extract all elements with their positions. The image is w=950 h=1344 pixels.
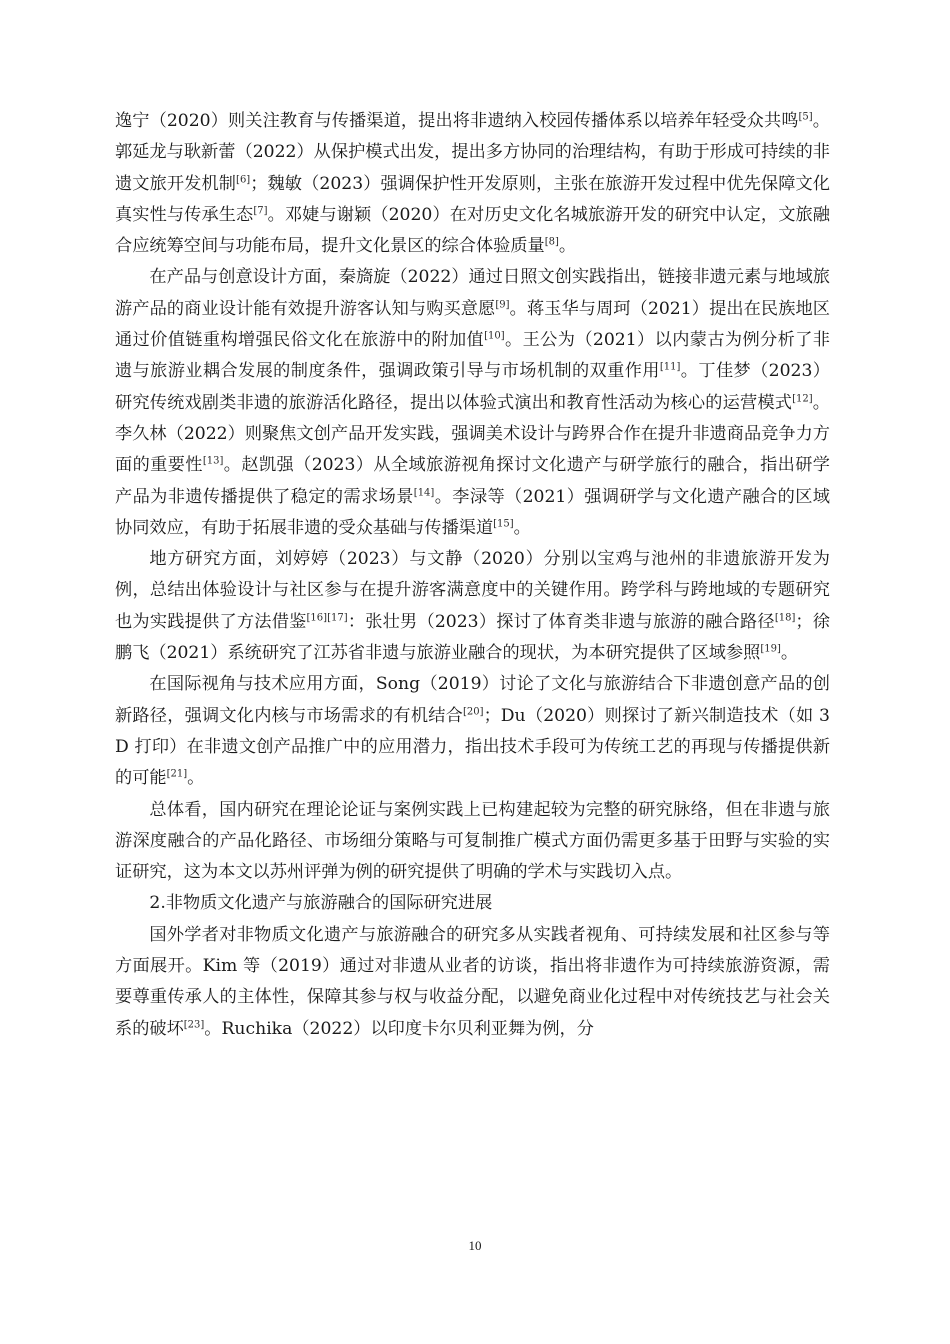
text-run: 。 bbox=[187, 768, 205, 789]
text-run: 。蒋玉华与周珂（2021）提出在民族地区通过价值链重构增强民俗文化在旅游中的附加值 bbox=[115, 298, 830, 351]
paragraph bbox=[115, 106, 830, 262]
paragraph bbox=[115, 669, 830, 794]
text-run: 地方研究方面，刘婷婷（2023）与文静（2020）分别以宝鸡与池州的非遗旅游开发为例，总结出体验设计与社区参与在提升游客满意度中的关键作用。跨学科与跨地域的专题研究也为实践提供了方法借鉴 bbox=[115, 549, 830, 632]
text-run: 总体看，国内研究在理论论证与案例实践上已构建起较为完整的研究脉络，但在非遗与旅游深度融合的产品化路径、市场细分策略与可复制推广模式方面仍需更多基于田野与实验的实证研究，这为本文以苏州评弹为例的研究提供了明确的学术与实践切入点。 bbox=[115, 799, 830, 883]
citation-ref: [23] bbox=[183, 1018, 205, 1030]
citation-ref: [11] bbox=[659, 361, 681, 373]
body-text bbox=[115, 106, 830, 1045]
text-run: 2.非物质文化遗产与旅游融合的国际研究进展 bbox=[149, 893, 493, 914]
citation-ref: [8] bbox=[544, 236, 559, 248]
text-run: 。 bbox=[513, 517, 531, 538]
text-run: 。赵凯强（2023）从全域旅游视角探讨文化遗产与研学旅行的融合，指出研学产品为非遗传播提供了稳定的需求场景 bbox=[115, 455, 830, 507]
text-run: 国外学者对非物质文化遗产与旅游融合的研究多从实践者视角、可持续发展和社区参与等方面展开。Kim 等（2019）通过对非遗从业者的访谈，指出将非遗作为可持续旅游资源，需要尊重传承人的主体性，保障其参与权与收益分配，以避免商业化过程中对传统技艺与社会关系的破坏 bbox=[115, 924, 830, 1039]
paragraph bbox=[115, 262, 830, 544]
citation-ref: [21] bbox=[166, 768, 188, 780]
citation-ref: [20] bbox=[463, 705, 484, 717]
citation-ref: [10] bbox=[484, 330, 505, 342]
text-run: 。 bbox=[780, 643, 799, 664]
citation-ref: [5] bbox=[798, 111, 813, 123]
section-heading bbox=[115, 888, 830, 919]
citation-ref: [9] bbox=[495, 299, 510, 311]
text-run: 。王公为（2021）以内蒙古为例分析了非遗与旅游业耦合发展的制度条件，强调政策引导与市场机制的双重作用 bbox=[115, 330, 830, 382]
text-run: ；徐鹏飞（2021）系统研究了江苏省非遗与旅游业融合的现状，为本研究提供了区域参照 bbox=[115, 611, 830, 664]
text-run: 。 bbox=[558, 236, 577, 257]
text-run: 。郭延龙与耿新蕾（2022）从保护模式出发，提出多方协同的治理结构，有助于形成可持续的非遗文旅开发机制 bbox=[115, 111, 830, 194]
paragraph bbox=[115, 544, 830, 669]
text-run: 在产品与创意设计方面，秦旖旋（2022）通过日照文创实践指出，链接非遗元素与地域旅游产品的商业设计能有效提升游客认知与购买意愿 bbox=[115, 267, 830, 319]
citation-ref: [6] bbox=[236, 173, 251, 185]
citation-ref: [7] bbox=[253, 205, 268, 217]
text-run: 。Ruchika（2022）以印度卡尔贝利亚舞为例，分 bbox=[204, 1018, 594, 1039]
text-run: ；Du（2020）则探讨了新兴制造技术（如 3D 打印）在非遗文创产品推广中的应用潜力，指出技术手段可为传统工艺的再现与传播提供新的可能 bbox=[115, 705, 830, 789]
citation-ref: [14] bbox=[413, 486, 435, 498]
text-run: 逸宁（2020）则关注教育与传播渠道，提出将非遗纳入校园传播体系以培养年轻受众共鸣 bbox=[115, 111, 799, 131]
paragraph bbox=[115, 920, 830, 1045]
paragraph bbox=[115, 795, 830, 889]
citation-ref: [17] bbox=[327, 612, 348, 624]
citation-ref: [15] bbox=[493, 518, 514, 530]
citation-ref: [12] bbox=[792, 392, 813, 404]
text-run: 。李久林（2022）则聚焦文创产品开发实践，强调美术设计与跨界合作在提升非遗商品竞争力方面的重要性 bbox=[115, 392, 830, 476]
text-run: 。丁佳梦（2023）研究传统戏剧类非遗的旅游活化路径，提出以体验式演出和教育性活动为核心的运营模式 bbox=[115, 361, 830, 413]
citation-ref: [13] bbox=[202, 455, 224, 467]
page-number: 10 bbox=[468, 1238, 482, 1253]
text-run: ；魏敏（2023）强调保护性开发原则，主张在旅游开发过程中优先保障文化真实性与传承生态 bbox=[115, 173, 830, 225]
text-run: ：张壮男（2023）探讨了体育类非遗与旅游的融合路径 bbox=[347, 611, 775, 632]
text-run: 。邓婕与谢颖（2020）在对历史文化名城旅游开发的研究中认定，文旅融合应统筹空间与功能布局，提升文化景区的综合体验质量 bbox=[115, 204, 830, 257]
citation-ref: [16] bbox=[306, 612, 328, 624]
text-run: 。李渌等（2021）强调研学与文化遗产融合的区域协同效应，有助于拓展非遗的受众基础与传播渠道 bbox=[115, 486, 830, 538]
citation-ref: [18] bbox=[774, 612, 796, 624]
text-run: 在国际视角与技术应用方面，Song（2019）讨论了文化与旅游结合下非遗创意产品的创新路径，强调文化内核与市场需求的有机结合 bbox=[115, 674, 830, 726]
citation-ref: [19] bbox=[760, 643, 781, 655]
